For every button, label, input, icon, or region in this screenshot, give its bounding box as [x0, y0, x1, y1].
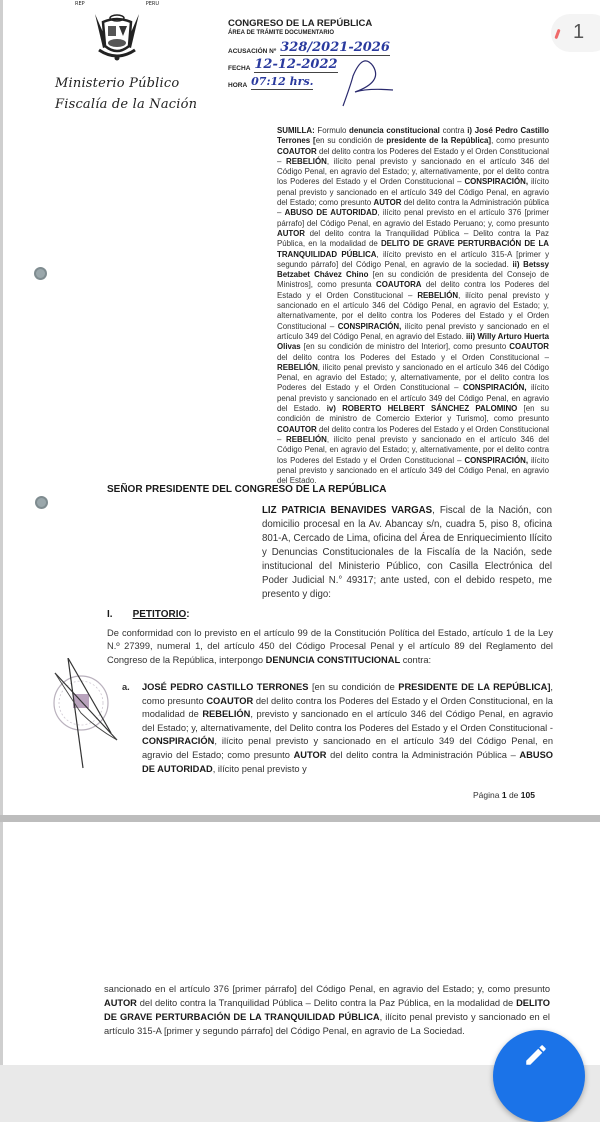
bold-text-run: DELITO DE GRAVE PERTURBACIÓN DE LA TRANQUILIDAD PÚBLICA — [277, 239, 549, 259]
bold-text-run: ABUSO DE AUTORIDAD — [284, 208, 378, 218]
stamp-subtitle: ÁREA DE TRÁMITE DOCUMENTARIO — [228, 30, 334, 36]
item-a-label: a. — [122, 682, 130, 692]
page-2-paragraph — [104, 982, 550, 1038]
item-a-text — [142, 681, 553, 776]
scroll-marker-dot[interactable] — [35, 496, 48, 509]
section-number: I. — [107, 609, 113, 620]
text-run: del delito contra la Administración Pública – — [326, 749, 520, 760]
text-run: , ilícito previsto en el artículo 315-A [primer y segundo párrafo] del Código Penal, en agravio de la sociedad. — [277, 249, 550, 269]
text-run: ilícito penal previsto y sancionado en el artículo 349 del Código Penal, en agravio del Estado. — [277, 321, 549, 341]
sumilla-label: SUMILLA: — [277, 126, 315, 135]
section-colon: : — [186, 609, 190, 620]
text-run: del delito contra la Tranquilidad Pública – Delito contra la Paz Pública, en la modalidad de — [277, 228, 549, 249]
text-run: , ilícito penal previsto y sancionado en el artículo 346 del Código Penal, en agravio del Estado; y, alternativamente, por el delito contra los Poderes del Estado y el Orden Constitucional – — [277, 434, 549, 465]
text-run: [en su condición de ministro de Comercio Exterior y Turismo], como presunto — [277, 404, 549, 424]
stamp-acusacion-value: 328/2021-2026 — [280, 40, 390, 55]
institution-name: Ministerio Público — [55, 76, 180, 91]
text-run: , ilícito penal previsto y sancionado en el artículo 346 del Código Penal, en agravio del Estado; y, alternativamente, por el delito contra los Poderes del Estado y el Orden Constitucional – — [277, 290, 549, 331]
text-run: del delito contra los Poderes del Estado y el Orden Constitucional, en la modalidad de — [142, 695, 553, 720]
text-run: del delito contra los Poderes del Estado y el Orden Constitucional – — [277, 352, 549, 362]
text-run: , como presunto — [142, 682, 554, 706]
bold-text-run: DENUNCIA CONSTITUCIONAL — [265, 654, 401, 665]
bold-text-run: COAUTORA — [376, 280, 422, 290]
text-run: del delito contra la Tranquilidad Pública – Delito contra la Paz Pública, en la modalidad de — [136, 998, 517, 1008]
addressee-heading: SEÑOR PRESIDENTE DEL CONGRESO DE LA REPÚBLICA — [107, 484, 387, 495]
page-number-sep: de — [506, 790, 521, 800]
text-run: , ilícito penal previsto y — [212, 763, 307, 774]
bold-text-run: denuncia constitucional — [349, 126, 440, 135]
bold-text-run: CONSPIRACIÓN, — [337, 321, 402, 331]
sumilla-body — [277, 126, 549, 485]
stamp-hora-label: HORA — [228, 82, 248, 89]
bold-text-run: iii) Willy Arturo Huerta Olivas — [277, 331, 549, 352]
text-run: De conformidad con lo previsto en el artículo 99 de la Constitución Política del Estado, artículo 1 de la Ley N.º 27399, numeral 1, del artículo 450 del Código Procesal Penal y el artículo 89 del Reglamento del Congreso de la República, interpongo — [107, 628, 553, 665]
text-run: , ilícito penal previsto y sancionado en el artículo 346 del Código Penal, en agravio del Estado; y, alternativamente, por el delito contra los Poderes del Estado y el Orden Constitucional – — [277, 362, 549, 393]
page-number — [473, 790, 535, 800]
stamp-signature-icon — [333, 48, 403, 108]
page-separator — [0, 815, 600, 822]
bold-text-run: REBELIÓN — [417, 290, 459, 300]
institution-subname: Fiscalía de la Nación — [55, 97, 198, 112]
stamp-fecha-label: FECHA — [228, 65, 251, 72]
bold-text-run: i) José Pedro Castillo Terrones [ — [277, 126, 549, 146]
bold-text-run: COAUTOR — [206, 695, 254, 706]
bold-text-run: JOSÉ PEDRO CASTILLO TERRONES — [142, 682, 309, 692]
petitorio-intro — [107, 627, 553, 667]
sumilla-paragraph — [277, 126, 549, 486]
edit-fab-button[interactable] — [493, 1030, 585, 1122]
text-run: Formulo — [314, 126, 350, 135]
page-number-prefix: Página — [473, 790, 502, 800]
text-run: , ilícito penal previsto y sancionado en el artículo 346 del Código Penal, en agravio del Estado; y, alternativamente, por el delito contra los Poderes del Estado y el Orden Constitucional – — [277, 156, 549, 187]
crest-label-right: PERU — [145, 1, 159, 7]
bold-text-run: REBELIÓN — [202, 709, 251, 720]
bold-text-run: presidente de la República] — [386, 136, 492, 146]
text-run: , ilícito penal previsto y sancionado en el artículo 349 del Código Penal, en agravio del Estado; como presunto — [142, 736, 553, 760]
bold-text-run: CONSPIRACIÓN, — [463, 383, 527, 393]
bold-text-run: iv) ROBERTO HELBERT SÁNCHEZ PALOMINO — [326, 404, 518, 414]
bold-text-run: AUTOR — [104, 998, 137, 1008]
page-indicator-mark — [554, 29, 560, 39]
peru-coat-of-arms-icon — [81, 6, 153, 64]
text-run: sancionado en el artículo 376 [primer párrafo] del Código Penal, en agravio del Estado; y, como presunto — [104, 984, 550, 994]
bold-text-run: COAUTOR — [277, 146, 317, 156]
section-heading — [107, 609, 190, 621]
bold-text-run: CONSPIRACIÓN — [142, 736, 215, 747]
text-run: del delito contra la Administración pública – — [277, 198, 550, 218]
pencil-icon — [523, 1042, 549, 1068]
text-run: ilícito penal previsto y sancionado en el artículo 349 del Código Penal, en agravio del Estado. — [277, 455, 549, 486]
stamp-hora-value: 07:12 hrs. — [251, 75, 314, 88]
text-run: [en su condición de ministro del Interior], como presunto — [300, 342, 510, 352]
bold-text-run: CONSPIRACIÓN, — [464, 455, 529, 465]
text-run: , ilícito penal previsto y sancionado en el artículo 315-A [primer y segundo párrafo] del Código Penal, en agravio de La Sociedad. — [104, 1012, 550, 1036]
text-run: [en su condición de — [308, 682, 399, 692]
text-run: contra — [439, 126, 468, 135]
scroll-marker-dot[interactable] — [34, 267, 47, 280]
bold-text-run: ii) Betssy Betzabet Chávez Chino — [277, 259, 549, 280]
text-run: del delito contra los Poderes del Estado y el Orden Constitucional – — [277, 424, 549, 444]
page-indicator-number: 1 — [573, 21, 585, 43]
stamp-fecha-value: 12-12-2022 — [254, 57, 338, 72]
text-run: del delito contra los Poderes del Estado y el Orden Constitucional – — [277, 146, 549, 166]
bold-text-run: PRESIDENTE DE LA REPÚBLICA] — [398, 682, 551, 692]
fiscal-name: LIZ PATRICIA BENAVIDES VARGAS — [262, 505, 433, 516]
bold-text-run: ABUSO DE AUTORIDAD — [142, 749, 553, 774]
text-run: ilícito penal previsto y sancionado en el artículo 349 del Código Penal, en agravio del Estado; como presunto — [277, 177, 549, 208]
text-run: contra: — [400, 654, 432, 665]
text-run: [en su condición de presidenta del Consejo de Ministros], como presunta — [277, 270, 550, 290]
stamp-acusacion-label: ACUSACIÓN Nº — [228, 48, 277, 55]
page-indicator-badge — [551, 14, 600, 52]
bold-text-run: AUTOR — [277, 228, 305, 238]
bold-text-run: AUTOR — [373, 198, 402, 208]
section-title: PETITORIO — [132, 609, 187, 620]
bold-text-run: COAUTOR — [509, 342, 549, 352]
page-number-current: 1 — [501, 790, 507, 800]
text-run: del delito contra los Poderes del Estado y el Orden Constitucional – — [277, 280, 550, 300]
text-run: , previsto y sancionado en el artículo 346 del Código Penal, en agravio del Estado; y, alternativamente, del Delito contra los Poderes del Estado y el Orden Constitucional - — [142, 709, 553, 733]
bold-text-run: REBELIÓN — [286, 434, 327, 444]
accused-item-a — [122, 681, 553, 776]
fiscal-paragraph — [262, 504, 552, 602]
bold-text-run: COAUTOR — [277, 424, 317, 434]
bold-text-run: AUTOR — [293, 749, 327, 760]
bold-text-run: DELITO DE GRAVE PERTURBACIÓN DE LA TRANQUILIDAD PÚBLICA — [104, 998, 550, 1022]
page-number-total: 105 — [520, 790, 535, 800]
stamp-title: CONGRESO DE LA REPÚBLICA — [228, 18, 373, 29]
text-run: en su condición de — [315, 136, 387, 146]
text-run: , ilícito penal previsto en el artículo 376 [primer párrafo] del Código Penal, en agravio del Estado Peruano; y, como presunto — [277, 208, 550, 228]
bold-text-run: REBELIÓN — [286, 156, 327, 166]
fiscal-text: , Fiscal de la Nación, con domicilio procesal en la Av. Abancay s/n, cuadra 5, piso 8, oficina 801-A, Cercado de Lima, oficina del Área de Enriquecimiento Ilícito y Denuncias Constitucionales de la Fiscalía de la Nación, sede institucional del Ministerio Público, con Casilla Electrónica del Poder Judicial N.° 49317; ante usted, con el debido respeto, me presento y digo: — [262, 505, 553, 600]
text-run: ilícito penal previsto y sancionado en el artículo 349 del Código Penal, en agravio del Estado. — [277, 383, 549, 414]
bold-text-run: REBELIÓN — [277, 362, 318, 372]
crest-label-left: REP — [75, 1, 85, 7]
text-run: , como presunto — [491, 136, 550, 146]
bold-text-run: CONSPIRACIÓN, — [464, 177, 529, 187]
